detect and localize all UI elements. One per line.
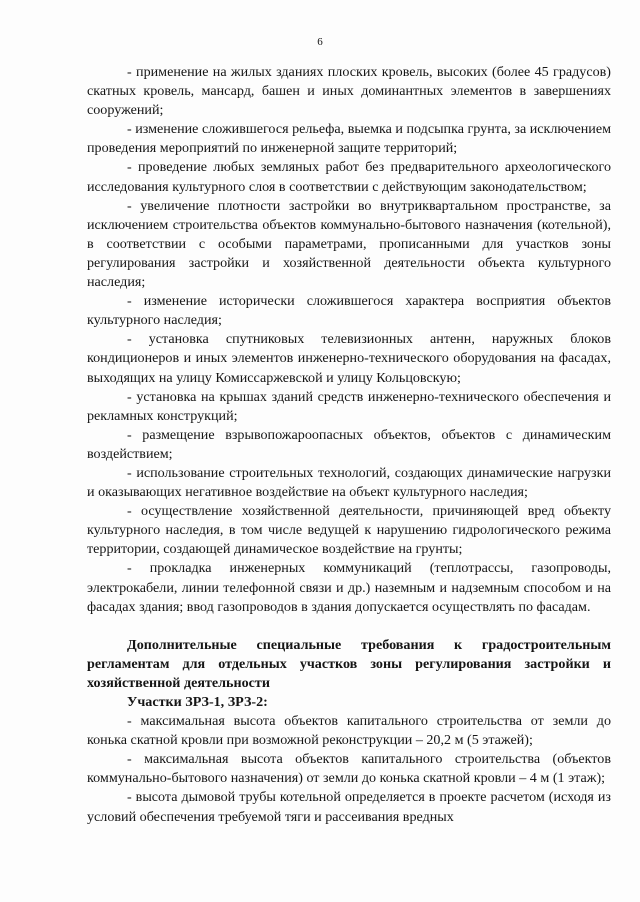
section-subheading: Участки ЗРЗ-1, ЗРЗ-2: (127, 694, 268, 710)
paragraph-perception-change: - изменение исторически сложившегося характера восприятия объектов культурного наследия; (87, 293, 611, 329)
paragraph-economic-activity: - осуществление хозяйственной деятельности, причиняющей вред объекту культурного наследия, в том числе ведущей к нарушению гидрологического режима территории, создающей динамическое воздействие на грунты; (87, 503, 611, 558)
paragraph-antennas: - установка спутниковых телевизионных антенн, наружных блоков кондиционеров и иных элементов инженерно-технического оборудования на фасадах, выходящих на улицу Комиссаржевской и улицу Кольцовскую; (87, 331, 611, 386)
paragraph-construction-tech: - использование строительных технологий, создающих динамические нагрузки и оказывающих негативное воздействие на объект культурного наследия; (87, 464, 611, 501)
page-number: 6 (317, 36, 323, 48)
paragraph-relief-change: - изменение сложившегося рельефа, выемка и подсыпка грунта, за исключением проведения мероприятий по инженерной защите территорий; (87, 121, 611, 157)
paragraph-max-height-1-floor: - максимальная высота объектов капитального строительства (объектов коммунально-бытового назначения) от земли до конька скатной кровли – 4 м (1 этаж); (87, 751, 611, 787)
paragraph-utilities: - прокладка инженерных коммуникаций (теплотрассы, газопроводы, электрокабели, линии телефонной связи и др.) наземным и надземным способом и на фасадах здания; ввод газопроводов в здания допускается осуществлять по фасадам. (87, 560, 611, 615)
paragraph-roof-equipment: - установка на крышах зданий средств инженерно-технического обеспечения и рекламных конструкций; (87, 388, 611, 424)
paragraph-max-height-5-floors: - максимальная высота объектов капитального строительства от земли до конька скатной кровли при возможной реконструкции – 20,2 м (5 этажей); (87, 713, 611, 749)
paragraph-earthworks: - проведение любых земляных работ без предварительного археологического исследования культурного слоя в соответствии с действующим законодательством; (87, 159, 611, 195)
paragraph-chimney-height: - высота дымовой трубы котельной определяется в проекте расчетом (исходя из условий обеспечения требуемой тяги и рассеивания вредных (87, 789, 611, 825)
section-block (87, 636, 611, 827)
document-body (87, 63, 611, 827)
section-heading: Дополнительные специальные требования к градостроительным регламентам для отдельных участков зоны регулирования застройки и хозяйственной деятельности (87, 636, 611, 691)
paragraph-flat-roofs: - применение на жилых зданиях плоских кровель, высоких (более 45 градусов) скатных кровель, мансард, башен и иных доминантных элементов в завершениях сооружений; (87, 64, 611, 119)
paragraph-density-increase: - увеличение плотности застройки во внутриквартальном пространстве, за исключением строительства объектов коммунально-бытового назначения (котельной), в соответствии с особыми параметрами, прописанными для участков зоны регулирования застройки и хозяйственной деятельности объекта культурного наследия; (87, 197, 611, 291)
paragraph-explosive-objects: - размещение взрывопожароопасных объектов, объектов с динамическим воздействием; (87, 426, 611, 462)
